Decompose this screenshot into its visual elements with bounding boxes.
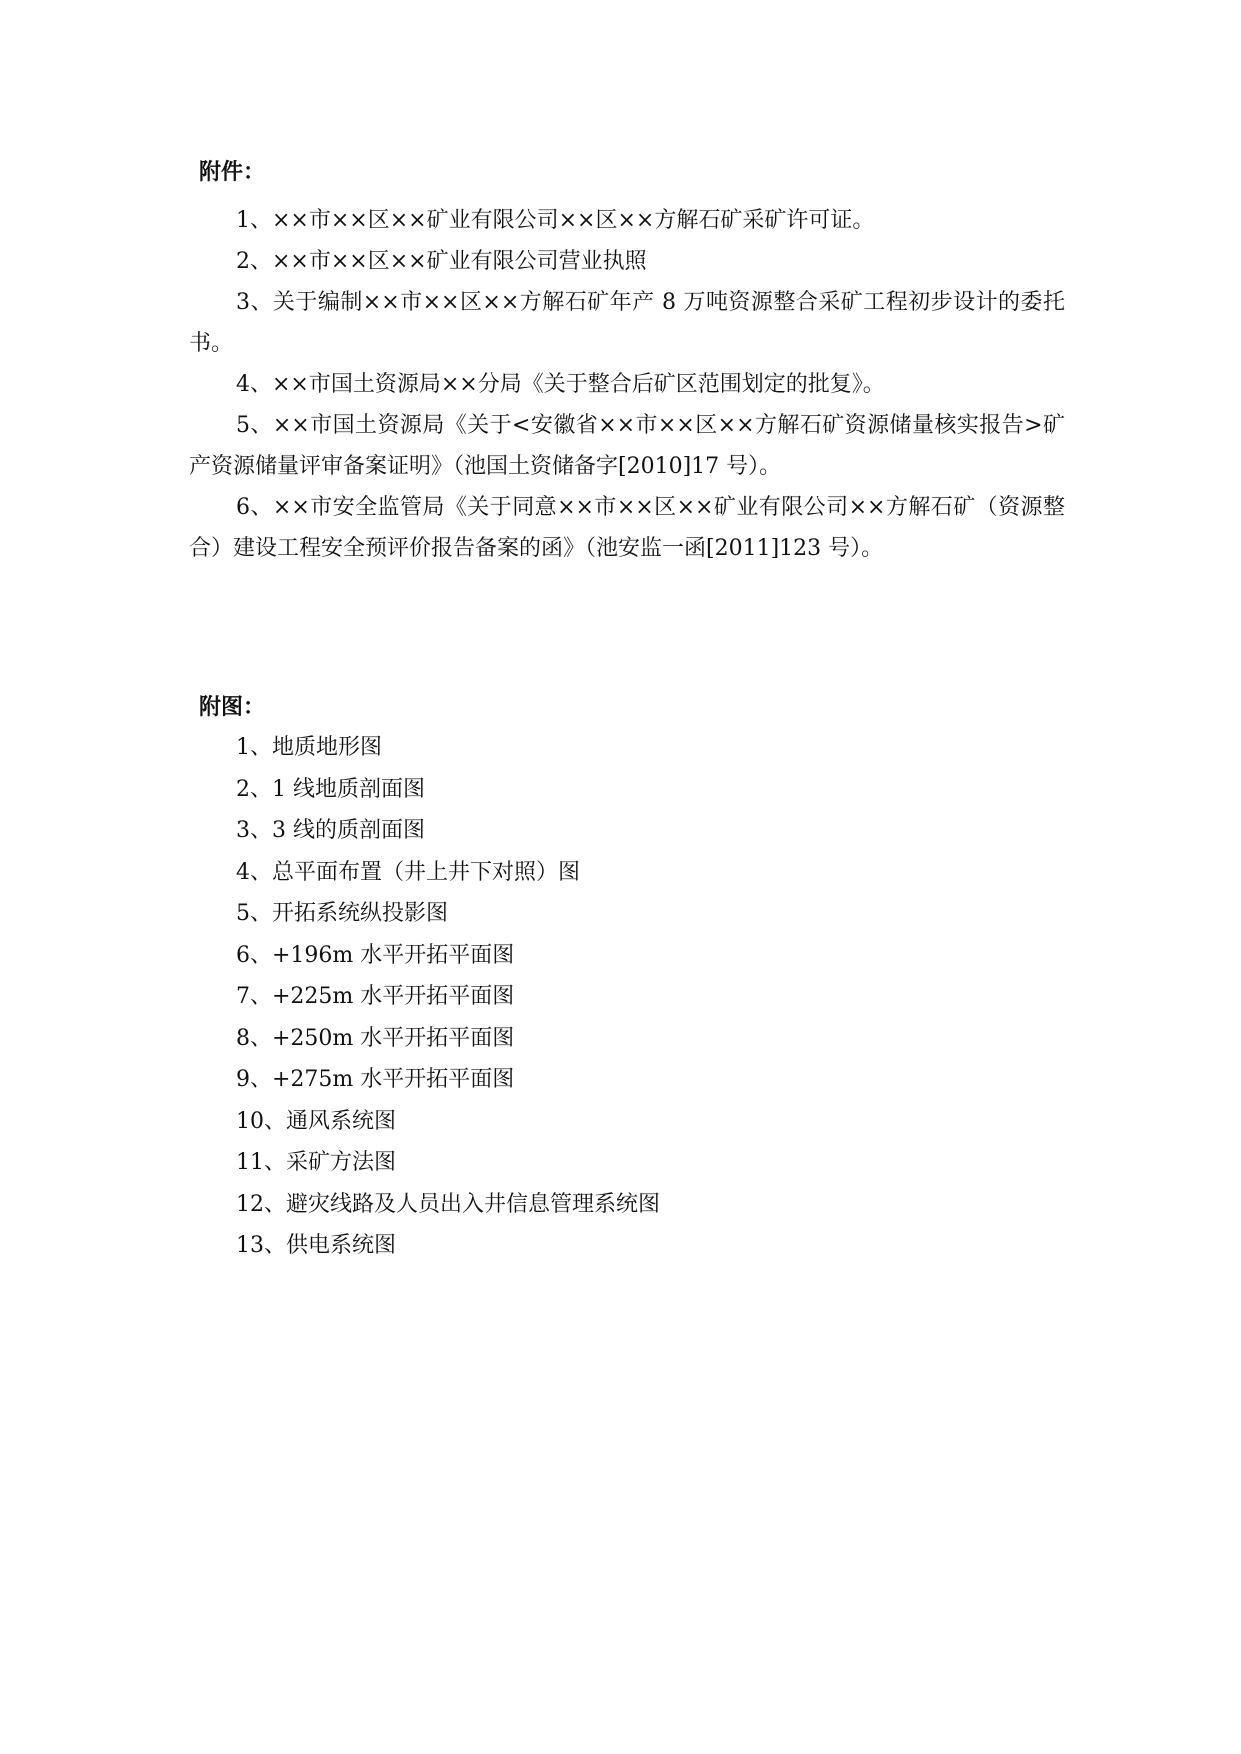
figure-item: 11、采矿方法图 — [236, 1150, 396, 1175]
attachment-item: 1、××市××区××矿业有限公司××区××方解石矿采矿许可证。 — [236, 208, 875, 233]
figure-item: 6、+196m 水平开拓平面图 — [236, 942, 515, 968]
figure-item: 5、开拓系统纵投影图 — [236, 901, 448, 926]
attachment-item: 5、××市国土资源局《关于<安徽省××市××区××方解石矿资源储量核实报告>矿产资源储量评审备案证明》（池国土资储备字[2010]17 号）。 — [189, 413, 1065, 479]
attachment-item: 2、××市××区××矿业有限公司营业执照 — [236, 249, 647, 274]
attachment-item: 3、关于编制××市××区××方解石矿年产 8 万吨资源整合采矿工程初步设计的委托书。 — [189, 290, 1065, 356]
figure-item: 12、避灾线路及人员出入井信息管理系统图 — [236, 1191, 660, 1217]
attachments-list — [189, 200, 1065, 569]
figure-item: 9、+275m 水平开拓平面图 — [236, 1067, 515, 1092]
figure-item: 2、1 线地质剖面图 — [236, 776, 425, 802]
figures-list — [189, 727, 1065, 1267]
figure-item: 13、供电系统图 — [236, 1233, 396, 1258]
figures-section — [189, 693, 1065, 1267]
attachment-item: 6、××市安全监管局《关于同意××市××区××矿业有限公司××方解石矿（资源整合）建设工程安全预评价报告备案的函》（池安监一函[2011]123 号）。 — [189, 495, 1065, 561]
figures-heading: 附图： — [199, 695, 266, 720]
figure-item: 7、+225m 水平开拓平面图 — [236, 984, 515, 1009]
figure-item: 4、总平面布置（井上井下对照）图 — [236, 859, 580, 885]
attachments-section — [189, 158, 1065, 569]
attachment-item: 4、××市国土资源局××分局《关于整合后矿区范围划定的批复》。 — [236, 372, 885, 397]
attachments-heading: 附件： — [199, 160, 266, 185]
figure-item: 8、+250m 水平开拓平面图 — [236, 1025, 515, 1051]
figure-item: 3、3 线的质剖面图 — [236, 818, 425, 843]
figure-item: 1、地质地形图 — [236, 735, 382, 760]
figure-item: 10、通风系统图 — [236, 1108, 396, 1134]
